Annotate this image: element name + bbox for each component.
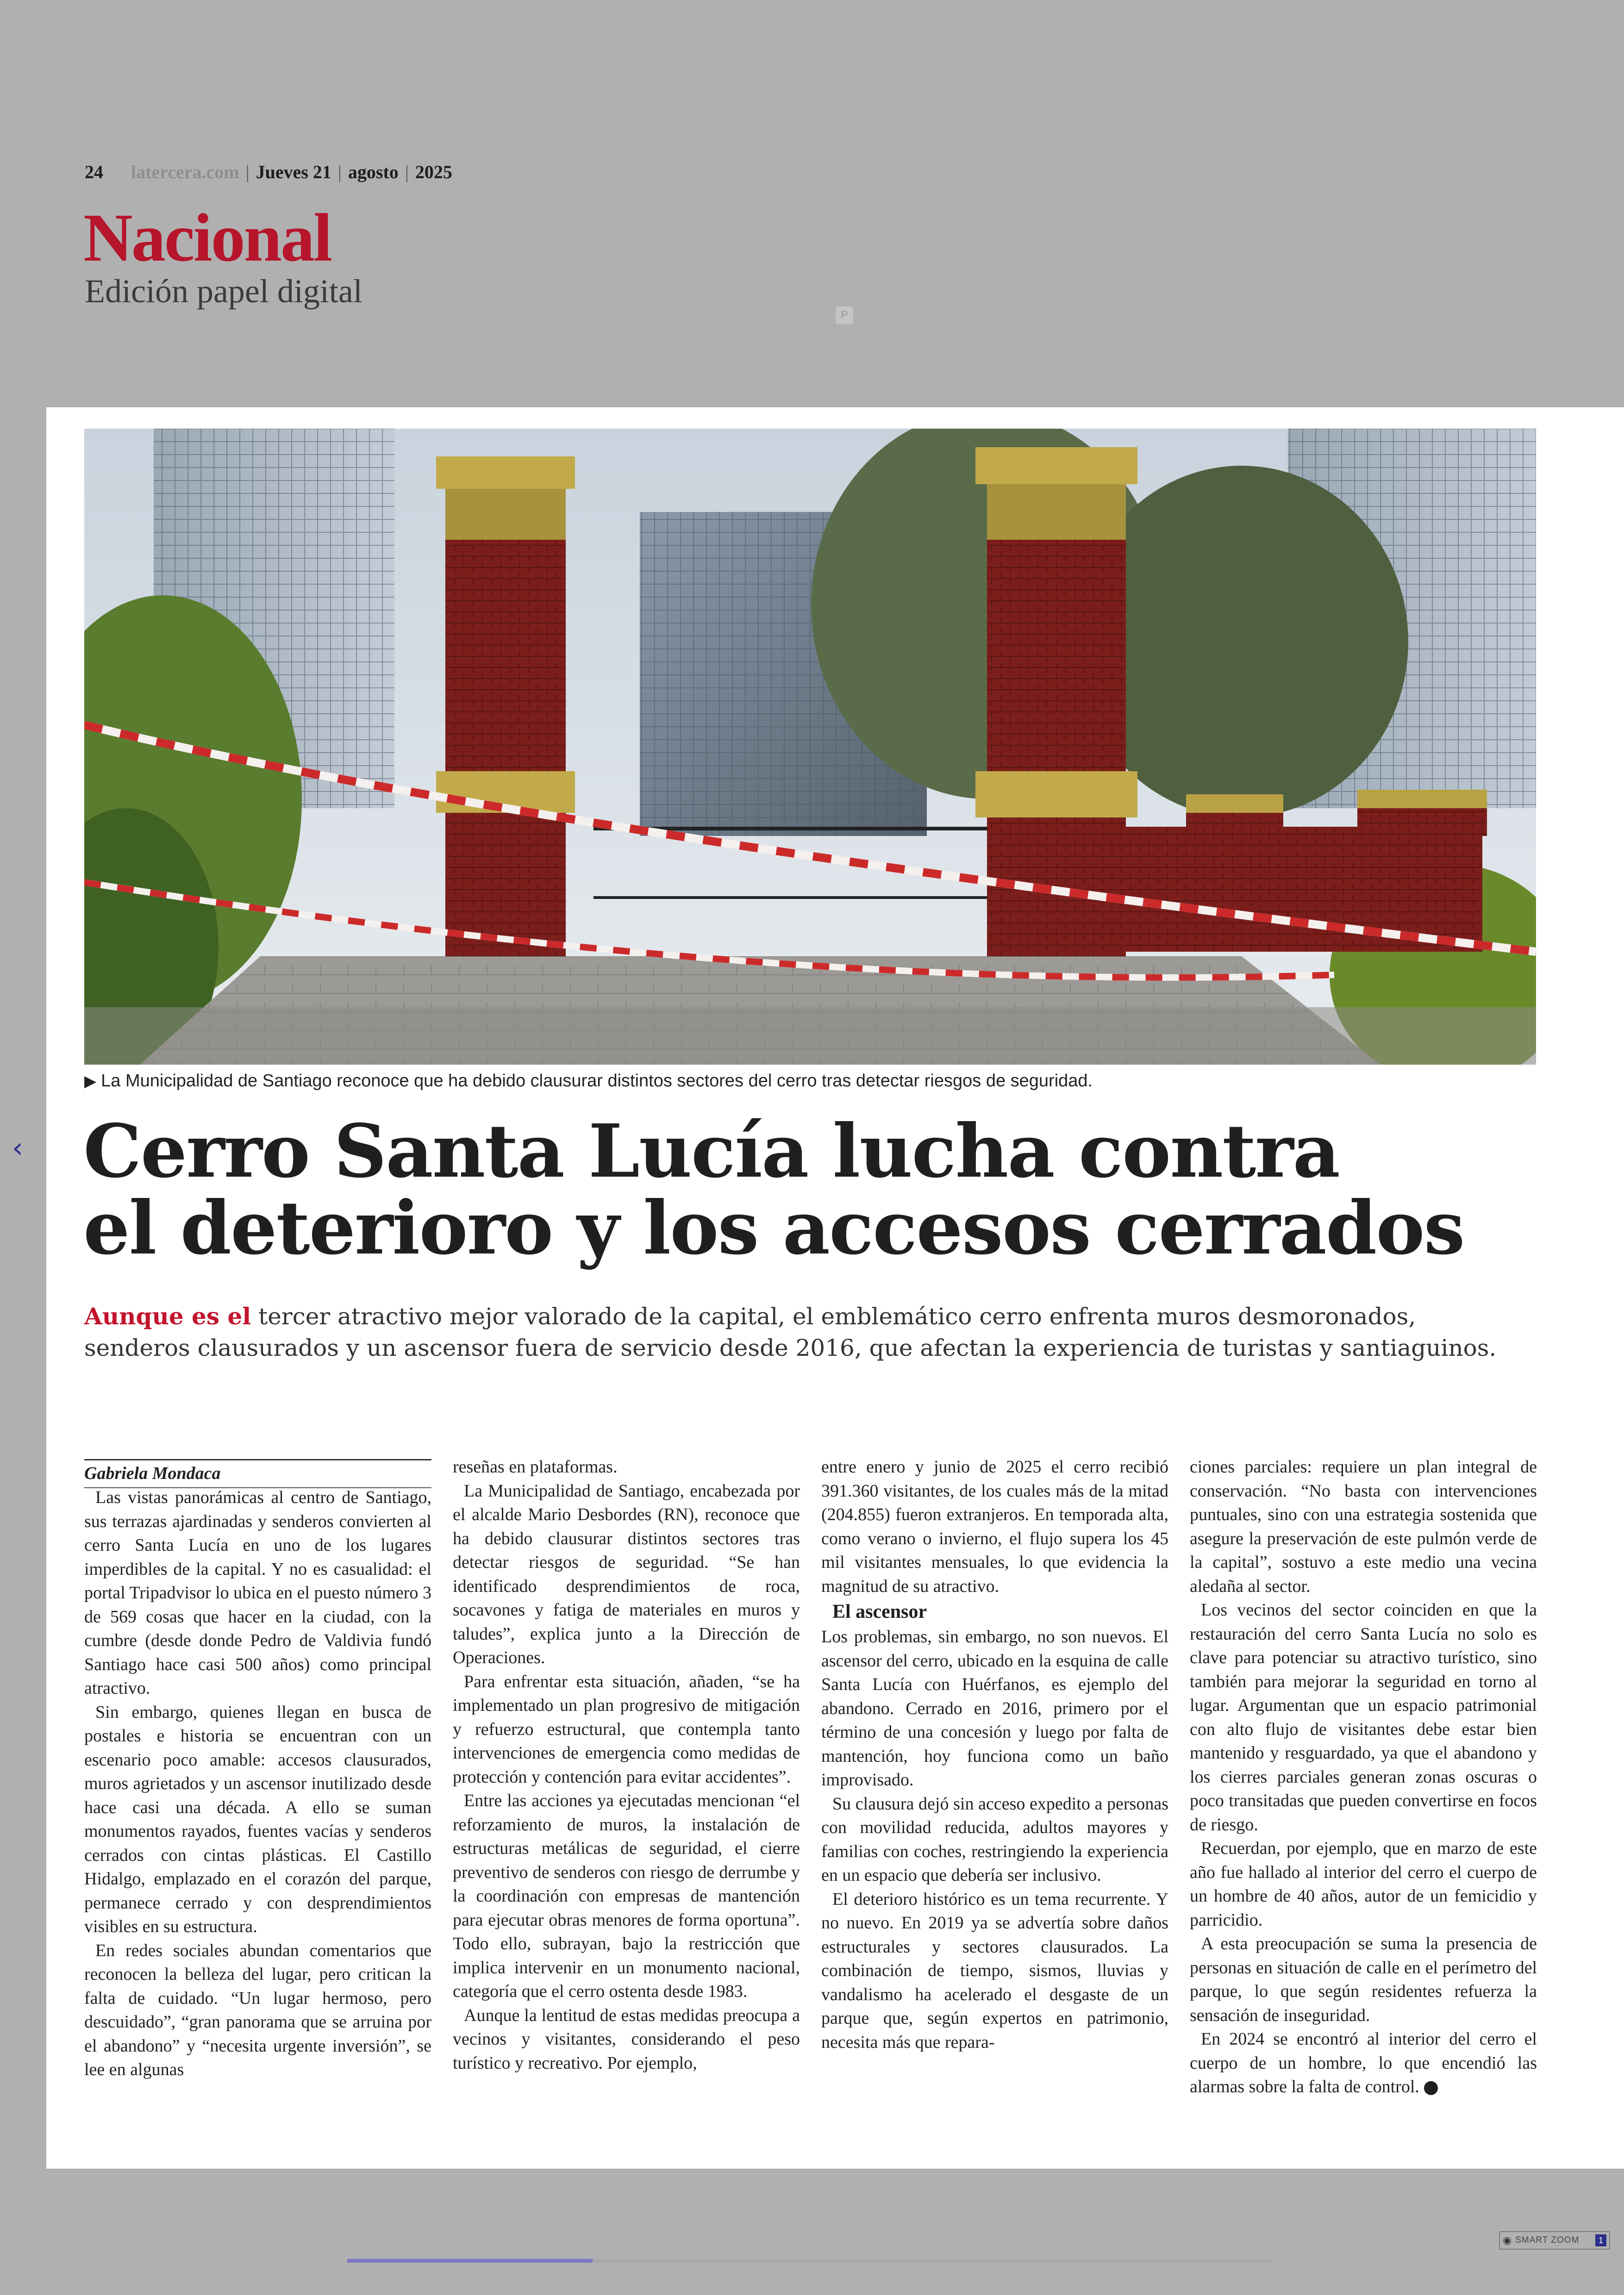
paragraph: Recuerdan, por ejemplo, que en marzo de este año fue hallado al interior del cerro el cuerpo de un hombre de 40 años, autor de un femicidio y parricidio. [1190,1839,1537,1930]
page-progress-fill [347,2259,593,2263]
article-headline [83,1109,1542,1271]
column-4 [1190,1455,1537,2099]
end-mark-icon [1424,2081,1438,2095]
photo-caption [84,1071,1536,1091]
column-1 [84,1486,431,2082]
headline-line-1: Cerro Santa Lucía lucha contra [83,1109,1339,1194]
paragraph: Sin embargo, quienes llegan en busca de postales e historia se encuentran con un escenario poco amable: accesos clausurados, muros agrietados y un ascensor inutilizado desde hace casi una década. A ello se suman monumentos rayados, fuentes vacías y senderos cerrados con cintas plásticas. El Castillo Hidalgo, emplazado en el corazón del parque, permanece cerrado y con desprendimientos visibles en su estructura. [84,1702,431,1936]
paragraph: entre enero y junio de 2025 el cerro recibió 391.360 visitantes, de los cuales más de la mitad (204.855) fueron extranjeros. En temporada alta, como verano o invierno, el flujo supera los 45 mil visitantes mensuales, lo que evidencia la magnitud de su atractivo. [821,1457,1168,1596]
paragraph: Entre las acciones ya ejecutadas mencionan “el reforzamiento de muros, la instalación de estructuras metálicas de seguridad, el cierre preventivo de senderos con riesgo de derrumbe y la coordinación con empresas de mantención para ejecutar obras menores de forma oportuna”. Todo ello, subrayan, bajo la restricción que implica intervenir en un monumento nacional, categoría que el cerro ostenta desde 1983. [453,1791,800,2001]
caption-triangle-icon: ▶ [84,1073,97,1090]
newspaper-page[interactable] [46,407,1624,2169]
section-title: Nacional [83,200,331,276]
page-marker-icon[interactable]: P [836,306,853,324]
paragraph: reseñas en plataformas. [453,1457,618,1477]
photo-caption-text: La Municipalidad de Santiago reconoce que ha debido clausurar distintos sectores del cerro tras detectar riesgos de seguridad. [101,1071,1093,1091]
paragraph: El deterioro histórico es un tema recurrente. Y no nuevo. En 2019 ya se advertía sobre daños estructurales y sectores clausurados. La combinación de tiempo, sismos, lluvias y vandalismo ha acelerado el desgaste de un parque que, según expertos en patrimonio, necesita más que repara- [821,1889,1168,2052]
paragraph: Los vecinos del sector coinciden en que la restauración del cerro Santa Lucía no solo es clave para potenciar su atractivo turístico, sino también para mejorar la seguridad en torno al lugar. Argumentan que un espacio patrimonial con alto flujo de visitantes debe estar bien mantenido y resguardado, ya que el abandono y los cierres parciales generan zonas oscuras o poco transitadas que pueden convertirse en focos de riesgo. [1190,1600,1537,1834]
subhead: El ascensor [832,1601,927,1622]
edition-subtitle: Edición papel digital [85,273,362,310]
page-number: 24 [85,162,103,182]
lead-line-1: tercer atractivo mejor valorado de la capital, el emblemático cerro enfrenta muros desmoronados, [251,1303,1416,1330]
paragraph-final-text: En 2024 se encontró al interior del cerro el cuerpo de un hombre, lo que encendió las alarmas sobre la falta de control. [1190,2029,1537,2096]
column-3 [821,1455,1168,2054]
headline-line-2: el deterioro y los accesos cerrados [83,1185,1464,1271]
smart-zoom-badge: 1 [1595,2234,1606,2246]
smart-zoom-button[interactable] [1499,2231,1610,2250]
column-2 [453,1455,800,2075]
smart-zoom-label: SMART ZOOM [1515,2235,1580,2245]
paragraph: Las vistas panorámicas al centro de Santiago, sus terrazas ajardinadas y senderos convierten al cerro Santa Lucía en uno de los lugares imperdibles de la capital. Y no es casualidad: el portal Tripadvisor lo ubica en el puesto número 3 de 569 cosas que hacer en la ciudad, con la cumbre (desde donde Pedro de Valdivia fundó Santiago hace casi 500 años) como principal atractivo. [84,1488,431,1698]
article-photo [84,429,1536,1065]
page-progress-bar[interactable] [347,2259,1273,2263]
paragraph: Para enfrentar esta situación, añaden, “se ha implementado un plan progresivo de mitigación y refuerzo estructural, que contempla tanto intervenciones de emergencia como medidas de protección y contención para evitar accidentes”. [453,1671,800,1787]
paragraph: La Municipalidad de Santiago, encabezada por el alcalde Mario Desbordes (RN), reconoce que ha debido clausurar distintos sectores tras detectar riesgos de seguridad. “Se han identificado desprendimientos de roca, socavones y fatiga de materiales en muros y taludes”, explica junto a la Dirección de Operaciones. [453,1481,800,1667]
paragraph-final [1190,2027,1537,2099]
paragraph: Los problemas, sin embargo, no son nuevos. El ascensor del cerro, ubicado en la esquina de calle Santa Lucía con Huérfanos, es ejemplo del abandono. Cerrado en 2016, primero por el término de una concesión y luego por falta de mantención, hoy funciona como un baño improvisado. [821,1627,1168,1790]
byline: Gabriela Mondaca [84,1459,431,1488]
issue-month: agosto [348,162,399,182]
issue-year: 2025 [415,162,452,182]
lead-kicker: Aunque es el [84,1303,251,1330]
article-lead [84,1301,1538,1364]
cerro-santa-lucia-photo [84,429,1536,1065]
paragraph: A esta preocupación se suma la presencia de personas en situación de calle en el perímetro del parque, lo que según residentes refuerza la sensación de inseguridad. [1190,1934,1537,2025]
paragraph: Aunque la lentitud de estas medidas preocupa a vecinos y visitantes, considerando el peso turístico y recreativo. Por ejemplo, [453,2005,800,2073]
paragraph: En redes sociales abundan comentarios que reconocen la belleza del lugar, pero critican la falta de cuidado. “Un lugar hermoso, pero descuidado”, “gran panorama que se arruina por el abandono” y “necesita urgente inversión”, se lee en algunas [84,1940,431,2079]
site-name: latercera.com [131,162,239,182]
lead-line-2: senderos clausurados y un ascensor fuera de servicio desde 2016, que afectan la experiencia de turistas y santiaguinos. [84,1335,1497,1361]
issue-line: 24 latercera.com | Jueves 21 | agosto | 2025 [85,162,452,182]
chevron-left-icon[interactable]: ‹ [12,1132,23,1164]
issue-weekday-day: Jueves 21 [256,162,331,182]
paragraph: ciones parciales: requiere un plan integral de conservación. “No basta con intervenciones puntuales, sino con una estrategia sostenida que asegure la preservación de este pulmón verde de la capital”, sostuvo a este medio una vecina aledaña al sector. [1190,1457,1537,1596]
eye-icon: ◉ [1503,2234,1512,2246]
paragraph: Su clausura dejó sin acceso expedito a personas con movilidad reducida, adultos mayores y familias con coches, restringiendo la experiencia en un espacio que debería ser inclusivo. [821,1794,1168,1885]
